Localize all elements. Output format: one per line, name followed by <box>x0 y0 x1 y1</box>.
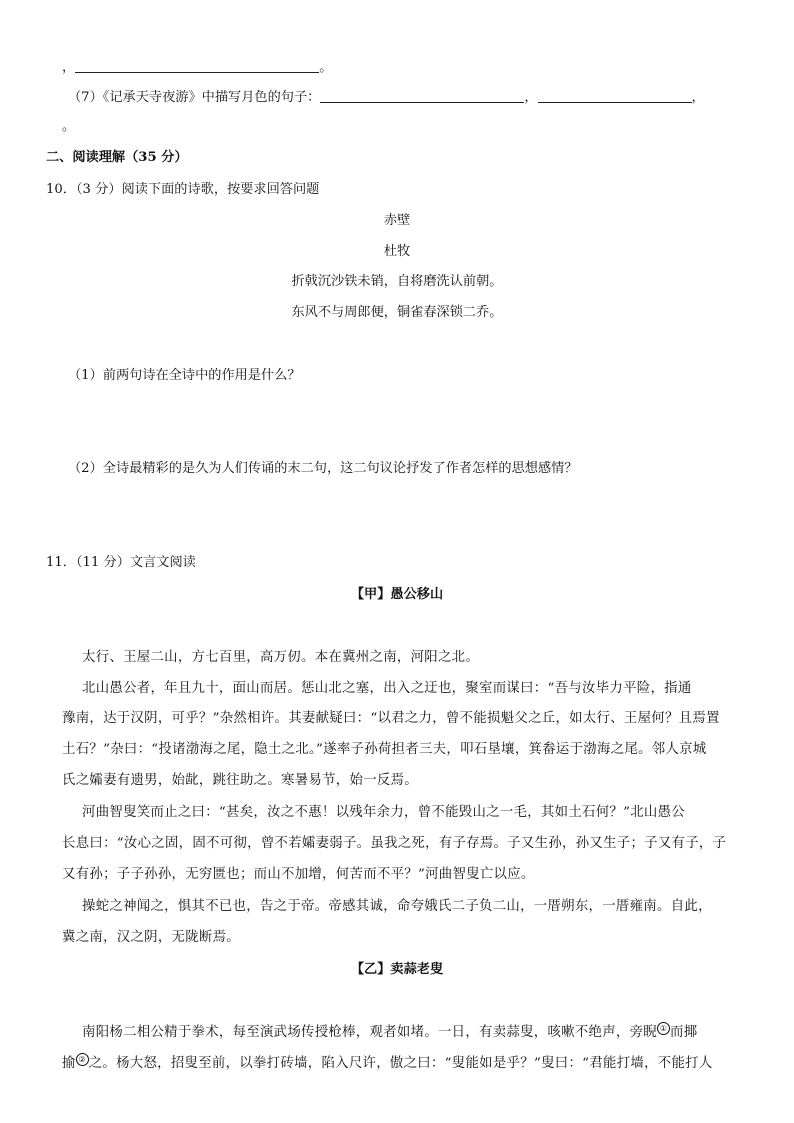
answer-blank[interactable] <box>75 58 319 73</box>
passage-line: 揄 ② 之。杨大怒，招叟至前，以拳打砖墙，陷入尺许，傲之曰：“叟能如是乎？”叟曰：“君能打墙，不能打人 <box>62 1055 713 1071</box>
question-10-sub1: （1）前两句诗在全诗中的作用是什么？ <box>68 368 301 383</box>
passage-line: 北山愚公者，年且九十，面山而居。惩山北之塞，出入之迂也，聚室而谋曰：“吾与汝毕力平险，指通 <box>82 681 692 696</box>
passage-title-yi: 【乙】卖蒜老叟 <box>350 962 444 977</box>
passage-line: 氏之孀妻有遗男，始龀，跳往助之。寒暑易节，始一反焉。 <box>62 773 418 788</box>
passage-paragraph: 太行、王屋二山，方七百里，高万仞。本在冀州之南，河阳之北。 <box>82 650 480 665</box>
question-10-sub2: （2）全诗最精彩的是久为人们传诵的末二句，这二句议论抒发了作者怎样的思想感情？ <box>68 461 578 476</box>
section-heading: 二、阅读理解（35 分） <box>46 150 188 165</box>
question-10-stem: 10．（3 分）阅读下面的诗歌，按要求回答问题 <box>46 182 320 197</box>
question-7-end: 。 <box>62 119 76 134</box>
answer-blank[interactable] <box>538 88 692 103</box>
passage-line: 又有孙；子子孙孙，无穷匮也；而山不加增，何苦而不平？”河曲智叟亡以应。 <box>62 867 535 882</box>
question-7: （7）《记承天寺夜游》中描写月色的句子： ， ， <box>68 90 705 105</box>
passage-line: 长息曰：“汝心之固，固不可彻，曾不若孀妻弱子。虽我之死，有子存焉。子又生孙，孙又生子；子又有子，子 <box>62 836 727 851</box>
answer-blank[interactable] <box>320 88 524 103</box>
poem-title: 赤壁 <box>383 213 411 228</box>
passage-line: 南阳杨二相公精于拳术，每至演武场传授枪棒，观者如堵。一日，有卖蒜叟，咳嗽不绝声，旁睨 ① 而揶 <box>82 1024 698 1040</box>
passage-line: 河曲智叟笑而止之曰：“甚矣，汝之不惠！以残年余力，曾不能毁山之一毛，其如土石何？”北山愚公 <box>82 805 685 820</box>
passage-title-jia: 【甲】愚公移山 <box>350 587 444 602</box>
footnote-marker: ① <box>657 1022 670 1035</box>
footnote-marker: ② <box>76 1053 89 1066</box>
passage-line: 冀之南，汉之阴，无陇断焉。 <box>62 930 240 945</box>
fill-blank-line: ， 。 <box>62 60 333 75</box>
poem-line: 折戟沉沙铁未销，自将磨洗认前朝。 <box>291 274 503 289</box>
poem-author: 杜牧 <box>383 244 411 259</box>
passage-line: 土石？”杂曰：“投诸渤海之尾，隐土之北。”遂率子孙荷担者三夫，叩石垦壤，箕畚运于渤海之尾。邻人京城 <box>62 742 707 757</box>
poem-line: 东风不与周郎便，铜雀春深锁二乔。 <box>291 305 503 320</box>
passage-line: 豫南，达于汉阴，可乎？”杂然相许。其妻献疑曰：“以君之力，曾不能损魁父之丘，如太行、王屋何？且焉置 <box>62 711 720 726</box>
passage-line: 操蛇之神闻之，惧其不已也，告之于帝。帝感其诚，命夸娥氏二子负二山，一厝朔东，一厝雍南。自此， <box>82 899 712 914</box>
question-11-stem: 11．（11 分）文言文阅读 <box>46 555 196 570</box>
